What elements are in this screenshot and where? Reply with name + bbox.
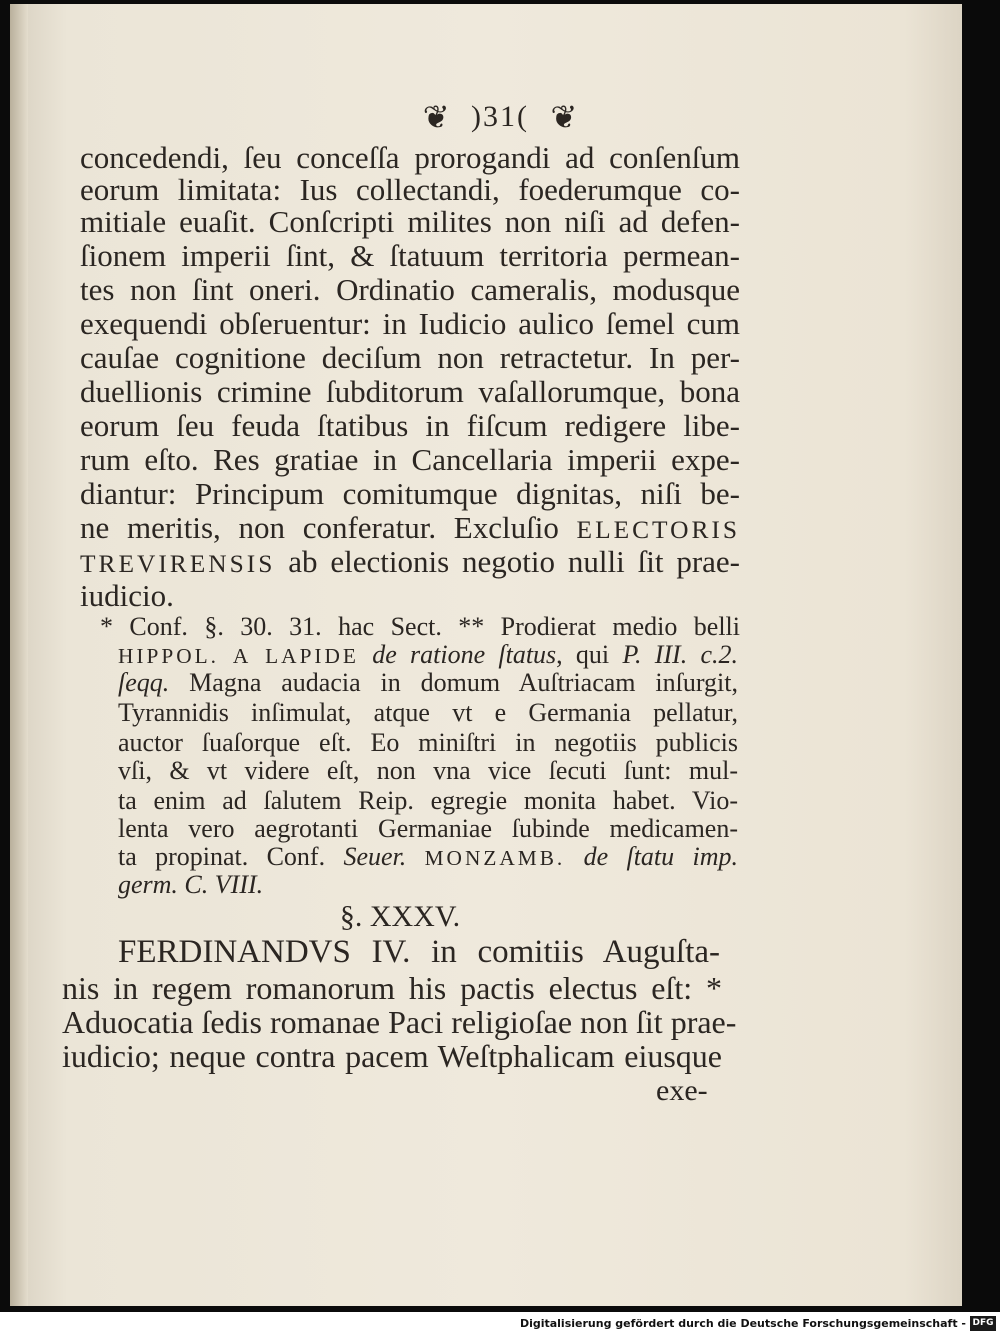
reference: P. III. c.2. (622, 640, 739, 669)
footnote-line: vſi, & vt videre eſt, non vna vice ſecuti ſunt: mul- (118, 756, 738, 785)
text-line: ſionem imperii ſint, & ſtatuum territoria permean- (80, 238, 740, 273)
smallcaps-word: ELECTORIS (576, 516, 740, 544)
text-line (80, 512, 740, 543)
text-line: tes non ſint oneri. Ordinatio cameralis, modusque (80, 272, 740, 307)
catchword: exe- (656, 1074, 708, 1107)
footnote-line (118, 844, 738, 870)
funding-notice: Digitalisierung gefördert durch die Deutsche Forschungsgemeinschaft - (519, 1317, 966, 1330)
text-fragment: ta propinat. Conf. (118, 842, 326, 871)
dfg-logo: DFG (970, 1316, 996, 1331)
footnote-line (118, 642, 738, 668)
footnote-line: auctor ſuaſorque eſt. Eo miniſtri in negotiis publicis (118, 728, 738, 757)
text-line: rum eſto. Res gratiae in Cancellaria imperii expe- (80, 442, 740, 477)
text-line: nis in regem romanorum his pactis electus eſt: * (62, 970, 722, 1006)
page-binding-shadow (10, 4, 28, 1306)
footnote-line (118, 670, 738, 696)
text-line: iudicio. (80, 578, 174, 613)
right-ornament-icon: ❦ (550, 99, 578, 136)
footnote-line: Tyrannidis inſimulat, atque vt e Germania pellatur, (118, 698, 738, 727)
text-fragment: Magna audacia in domum Auſtriacam inſurgit, (169, 668, 738, 697)
left-ornament-icon: ❦ (422, 99, 450, 136)
text-line (80, 546, 740, 577)
footnote-line: germ. C. VIII. (118, 870, 264, 899)
author-name: Seuer. (343, 842, 407, 871)
text-line: cauſae cognitione deciſum non retractetur. In per- (80, 340, 740, 375)
text-line: duellionis crimine ſubditorum vaſallorumque, bona (80, 374, 740, 409)
footnote-line: ta enim ad ſalutem Reip. egregie monita habet. Vio- (118, 786, 738, 815)
author-name: MONZAMB. (424, 846, 566, 870)
text-fragment: ab electionis negotio nulli ſit prae- (288, 544, 740, 579)
text-line: Aduocatia ſedis romanae Paci religioſae non ſit prae- (62, 1004, 737, 1040)
section-heading: §. XXXV. (339, 900, 461, 933)
book-title: de ſtatu imp. (583, 842, 738, 871)
footnote-line: * Conf. §. 30. 31. hac Sect. ** Prodierat medio belli (100, 612, 740, 641)
text-line: diantur: Principum comitumque dignitas, niſi be- (80, 476, 740, 511)
page-number: )31( (471, 100, 529, 134)
text-line: eorum limitata: Ius collectandi, foederumque co- (80, 172, 740, 207)
text-line: iudicio; neque contra pacem Weſtphalicam eiusque (62, 1038, 722, 1074)
text-line: exequendi obſeruentur: in Iudicio aulico ſemel cum (80, 306, 740, 341)
page-header (0, 98, 1000, 136)
text-fragment: ne meritis, non conferatur. Excluſio (80, 510, 559, 545)
footer-bar (0, 1312, 1000, 1334)
author-name: HIPPOL. A LAPIDE (118, 644, 359, 668)
text-fragment: , qui (556, 640, 610, 669)
footnote-line: lenta vero aegrotanti Germaniae ſubinde medicamen- (118, 814, 738, 843)
text-line: FERDINANDVS IV. in comitiis Auguſta- (118, 934, 720, 970)
book-title: de ratione ſtatus (372, 640, 557, 669)
text-line: mitiale euaſit. Conſcripti milites non niſi ad defen- (80, 204, 740, 239)
smallcaps-word: TREVIRENSIS (80, 550, 276, 578)
reference: ſeqq. (118, 668, 170, 697)
text-line: eorum ſeu feuda ſtatibus in fiſcum redigere libe- (80, 408, 740, 443)
text-line: concedendi, ſeu conceſſa prorogandi ad conſenſum (80, 140, 740, 175)
scan-right-edge (962, 0, 1000, 1312)
